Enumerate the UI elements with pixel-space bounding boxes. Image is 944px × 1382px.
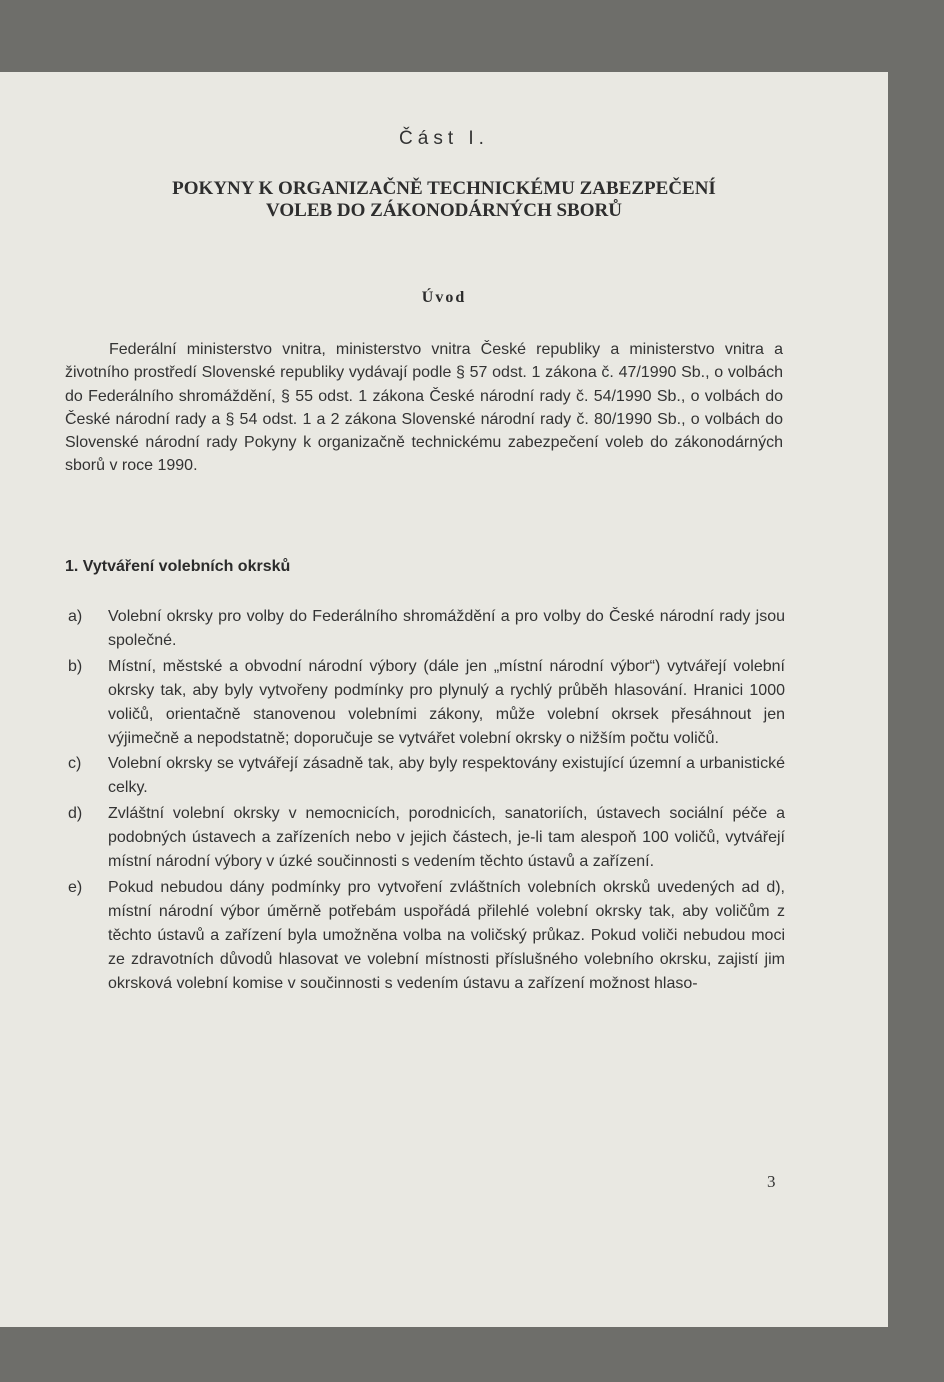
- item-text: Pokud nebudou dány podmínky pro vytvoření zvláštních volebních okrsků uvedených ad d), místní národní výbor úměrně potřebám uspořádá přilehlé volební okrsky tak, aby voličům z těchto ústavů a zařízení byla umožněna volba na voličský průkaz. Pokud voliči nebudou moci ze zdravotních důvodů hlasovat ve volební místnosti příslušného volebního okrsku, zajistí jim okrsková volební komise v součinnosti s vedením ústavu a zařízení možnost hlaso-: [108, 878, 785, 992]
- main-title: [60, 178, 828, 222]
- list-item: [68, 752, 785, 800]
- intro-paragraph: Federální ministerstvo vnitra, ministerstvo vnitra České republiky a ministerstvo vnitra a životního prostředí Slovenské republiky vydávají podle § 57 odst. 1 zákona č. 47/1990 Sb., o volbách do Federálního shromáždění, § 55 odst. 1 zákona České národní rady č. 54/1990 Sb., o volbách do České národní rady a § 54 odst. 1 a 2 zákona Slovenské národní rady č. 80/1990 Sb., o volbách do Slovenské národní rady Pokyny k organizačně technickému zabezpečení voleb do zákonodárných sborů v roce 1990.: [65, 341, 783, 475]
- section-items-list: [68, 605, 785, 998]
- item-label: c): [68, 755, 82, 773]
- list-item: [68, 802, 785, 874]
- item-text: Volební okrsky pro volby do Federálního shromáždění a pro volby do České národní rady jsou společné.: [108, 608, 785, 649]
- intro-heading: Úvod: [421, 289, 467, 306]
- part-title: Část I.: [399, 128, 489, 149]
- list-item: [68, 876, 785, 996]
- list-item: [68, 605, 785, 653]
- item-label: a): [68, 608, 83, 625]
- section-heading: 1. Vytváření volebních okrsků: [65, 558, 291, 575]
- document-page: [0, 72, 888, 1327]
- item-text: Zvláštní volební okrsky v nemocnicích, porodnicích, sanatoriích, ústavech sociální péče a podobných ústavech a zařízeních nebo v jejich částech, je-li tam alespoň 100 voličů, vytvářejí místní národní výbory v úzké součinnosti s vedením těchto ústavů a zařízení.: [108, 805, 785, 871]
- list-item: [68, 655, 785, 751]
- page-number: 3: [767, 1172, 776, 1191]
- item-text: Volební okrsky se vytvářejí zásadně tak, aby byly respektovány existující územní a urbanistické celky.: [108, 755, 785, 797]
- item-label: e): [68, 878, 83, 896]
- item-text: Místní, městské a obvodní národní výbory (dále jen „místní národní výbor“) vytvářejí volební okrsky tak, aby byly vytvořeny podmínky pro plynulý a rychlý průběh hlasování. Hranici 1000 voličů, orientačně stanovenou volebními zákony, může volební okrsek přesáhnout jen výjimečně a nepodstatně; doporučuje se vytvářet volební okrsky o nižším počtu voličů.: [108, 657, 785, 747]
- main-title-line-1: POKYNY K ORGANIZAČNĚ TECHNICKÉMU ZABEZPEČENÍ: [172, 178, 716, 199]
- item-label: b): [68, 657, 83, 675]
- main-title-line-2: VOLEB DO ZÁKONODÁRNÝCH SBORŮ: [266, 200, 622, 221]
- item-label: d): [68, 805, 83, 823]
